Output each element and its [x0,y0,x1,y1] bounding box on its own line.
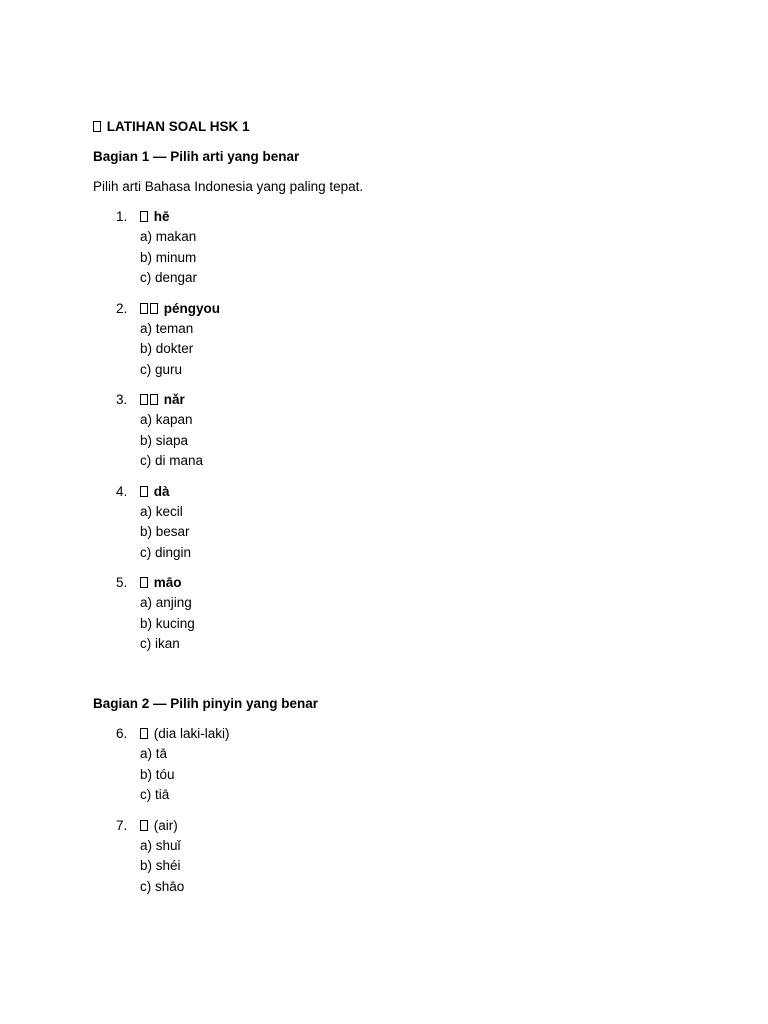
question-prompt [140,207,740,227]
question-item [93,390,740,472]
answer-option: b) besar [140,524,190,539]
section-2-heading: Bagian 2 — Pilih pinyin yang benar [93,696,319,711]
question-number: 1. [116,209,128,224]
answer-option: a) tā [140,746,168,761]
answer-option: a) kecil [140,503,183,519]
question-number: 5. [116,575,128,590]
missing-glyph-icon [140,577,148,588]
section-1-instruction: Pilih arti Bahasa Indonesia yang paling tepat. [93,179,364,194]
missing-glyph-icon [140,394,148,405]
missing-glyph-icon [150,394,158,405]
answer-option: a) teman [140,320,194,336]
question-number: 6. [116,726,128,741]
question-item [93,482,740,564]
question-prompt [140,299,740,319]
question-item [93,724,740,806]
missing-glyph-icon [93,121,101,132]
question-pinyin: dà [153,483,170,499]
question-number: 3. [116,392,128,407]
question-item [93,816,740,898]
question-pinyin: péngyou [163,300,221,316]
missing-glyph-icon [140,211,148,222]
question-prompt [140,724,740,744]
question-prompt [140,482,740,502]
question-pinyin: nǎr [163,392,185,407]
question-meaning: (dia laki-laki) [153,726,230,741]
missing-glyph-icon [140,728,148,739]
question-item [93,207,740,289]
missing-glyph-icon [150,303,158,314]
answer-option: a) shuǐ [140,837,181,853]
question-meaning: (air) [153,817,178,833]
missing-glyph-icon [140,486,148,497]
question-pinyin: hē [153,209,170,224]
question-prompt [140,573,740,593]
question-number: 7. [116,817,128,833]
answer-option: a) anjing [140,595,192,610]
answer-option: b) dokter [140,341,194,356]
question-number: 2. [116,300,128,316]
missing-glyph-icon [140,303,148,314]
answer-option: c) guru [140,361,183,377]
answer-option: b) shéi [140,858,181,873]
section-1-heading: Bagian 1 — Pilih arti yang benar [93,149,300,164]
answer-option: b) tóu [140,766,175,782]
question-prompt [140,816,740,836]
document-title-text: LATIHAN SOAL HSK 1 [106,119,250,134]
answer-option: c) tiā [140,787,170,802]
question-pinyin: māo [153,575,182,590]
missing-glyph-icon [140,820,148,831]
answer-option: c) di mana [140,453,204,468]
answer-option: c) dengar [140,270,198,285]
answer-option: c) ikan [140,636,180,651]
answer-option: b) kucing [140,615,195,631]
answer-option: a) kapan [140,412,193,427]
question-item [93,573,740,655]
question-item [93,299,740,381]
answer-option: c) dingin [140,544,192,560]
question-prompt [140,390,740,410]
answer-option: b) siapa [140,432,189,448]
question-number: 4. [116,483,128,499]
answer-option: c) shāo [140,878,185,894]
answer-option: b) minum [140,249,197,265]
answer-option: a) makan [140,229,197,244]
document-title [93,117,250,137]
